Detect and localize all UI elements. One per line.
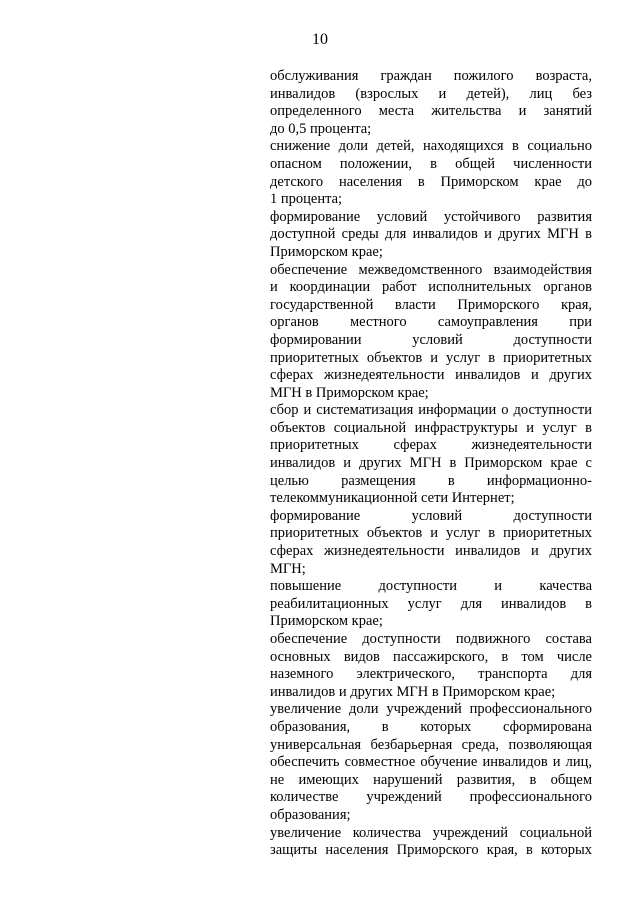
text-line: обеспечение межведомственного взаимодействия [270, 261, 592, 278]
text-line: определенного места жительства и занятий [270, 103, 592, 120]
text-line: наземного электрического, транспорта для [270, 666, 592, 683]
paragraph [270, 508, 592, 578]
text-line: реабилитационных услуг для инвалидов в [270, 595, 592, 612]
text-line: инвалидов и других МГН в Приморском крае; [270, 683, 556, 700]
text-line: сферах жизнедеятельности инвалидов и других [270, 543, 592, 560]
text-line: опасном положении, в общей численности [270, 155, 592, 172]
text-line: целью размещения в информационно- [270, 472, 592, 489]
paragraph [270, 138, 592, 208]
text-line: МГН в Приморском крае; [270, 384, 429, 401]
text-line: увеличение доли учреждений профессионального [270, 701, 592, 718]
text-line: объектов социальной инфраструктуры и услуг в [270, 419, 592, 436]
paragraph [270, 825, 592, 860]
text-line: сбор и систематизация информации о доступности [270, 402, 592, 419]
paragraph [270, 68, 592, 138]
text-line: образования; [270, 806, 351, 823]
text-line: МГН; [270, 560, 306, 577]
text-line: формирование условий доступности [270, 507, 592, 524]
paragraph [270, 578, 592, 631]
text-line: обеспечение доступности подвижного состава [270, 631, 592, 647]
text-line: Приморском крае; [270, 243, 383, 260]
text-line: приоритетных объектов и услуг в приоритетных [270, 349, 592, 366]
text-line: государственной власти Приморского края, [270, 296, 592, 313]
text-line: повышение доступности и качества [270, 578, 592, 595]
text-line: телекоммуникационной сети Интернет; [270, 490, 515, 507]
paragraph [270, 402, 592, 508]
text-line: количестве учреждений профессионального [270, 789, 592, 806]
document-body [270, 68, 592, 860]
text-line: доступной среды для инвалидов и других МГН в [270, 226, 592, 243]
text-line: инвалидов и других МГН в Приморском крае с [270, 455, 592, 472]
text-line: снижение доли детей, находящихся в социально [270, 138, 592, 155]
text-line: формирование условий устойчивого развития [270, 208, 592, 225]
paragraph [270, 262, 592, 403]
text-line: детского населения в Приморском крае до [270, 173, 592, 190]
paragraph [270, 701, 592, 824]
text-line: увеличение количества учреждений социальной [270, 824, 592, 841]
text-line: 1 процента; [270, 191, 343, 208]
text-line: до 0,5 процента; [270, 120, 372, 137]
text-line: приоритетных сферах жизнедеятельности [270, 437, 592, 454]
text-line: обеспечить совместное обучение инвалидов и лиц, [270, 754, 592, 771]
text-line: образования, в которых сформирована [270, 718, 592, 735]
text-line: Приморском крае; [270, 613, 383, 630]
text-line: и координации работ исполнительных органов [270, 279, 592, 296]
paragraph [270, 631, 592, 701]
paragraph [270, 209, 592, 262]
text-line: обслуживания граждан пожилого возраста, [270, 68, 592, 84]
text-line: сферах жизнедеятельности инвалидов и других [270, 367, 592, 384]
text-line: инвалидов (взрослых и детей), лиц без [270, 85, 592, 102]
text-line: приоритетных объектов и услуг в приоритетных [270, 525, 592, 542]
text-line: формировании условий доступности [270, 331, 592, 348]
text-line: органов местного самоуправления при [270, 314, 592, 331]
text-line: основных видов пассажирского, в том числе [270, 648, 592, 665]
text-line: защиты населения Приморского края, в которых [270, 842, 592, 859]
text-line: универсальная безбарьерная среда, позволяющая [270, 736, 592, 753]
text-line: не имеющих нарушений развития, в общем [270, 771, 592, 788]
page-number: 10 [312, 31, 328, 48]
